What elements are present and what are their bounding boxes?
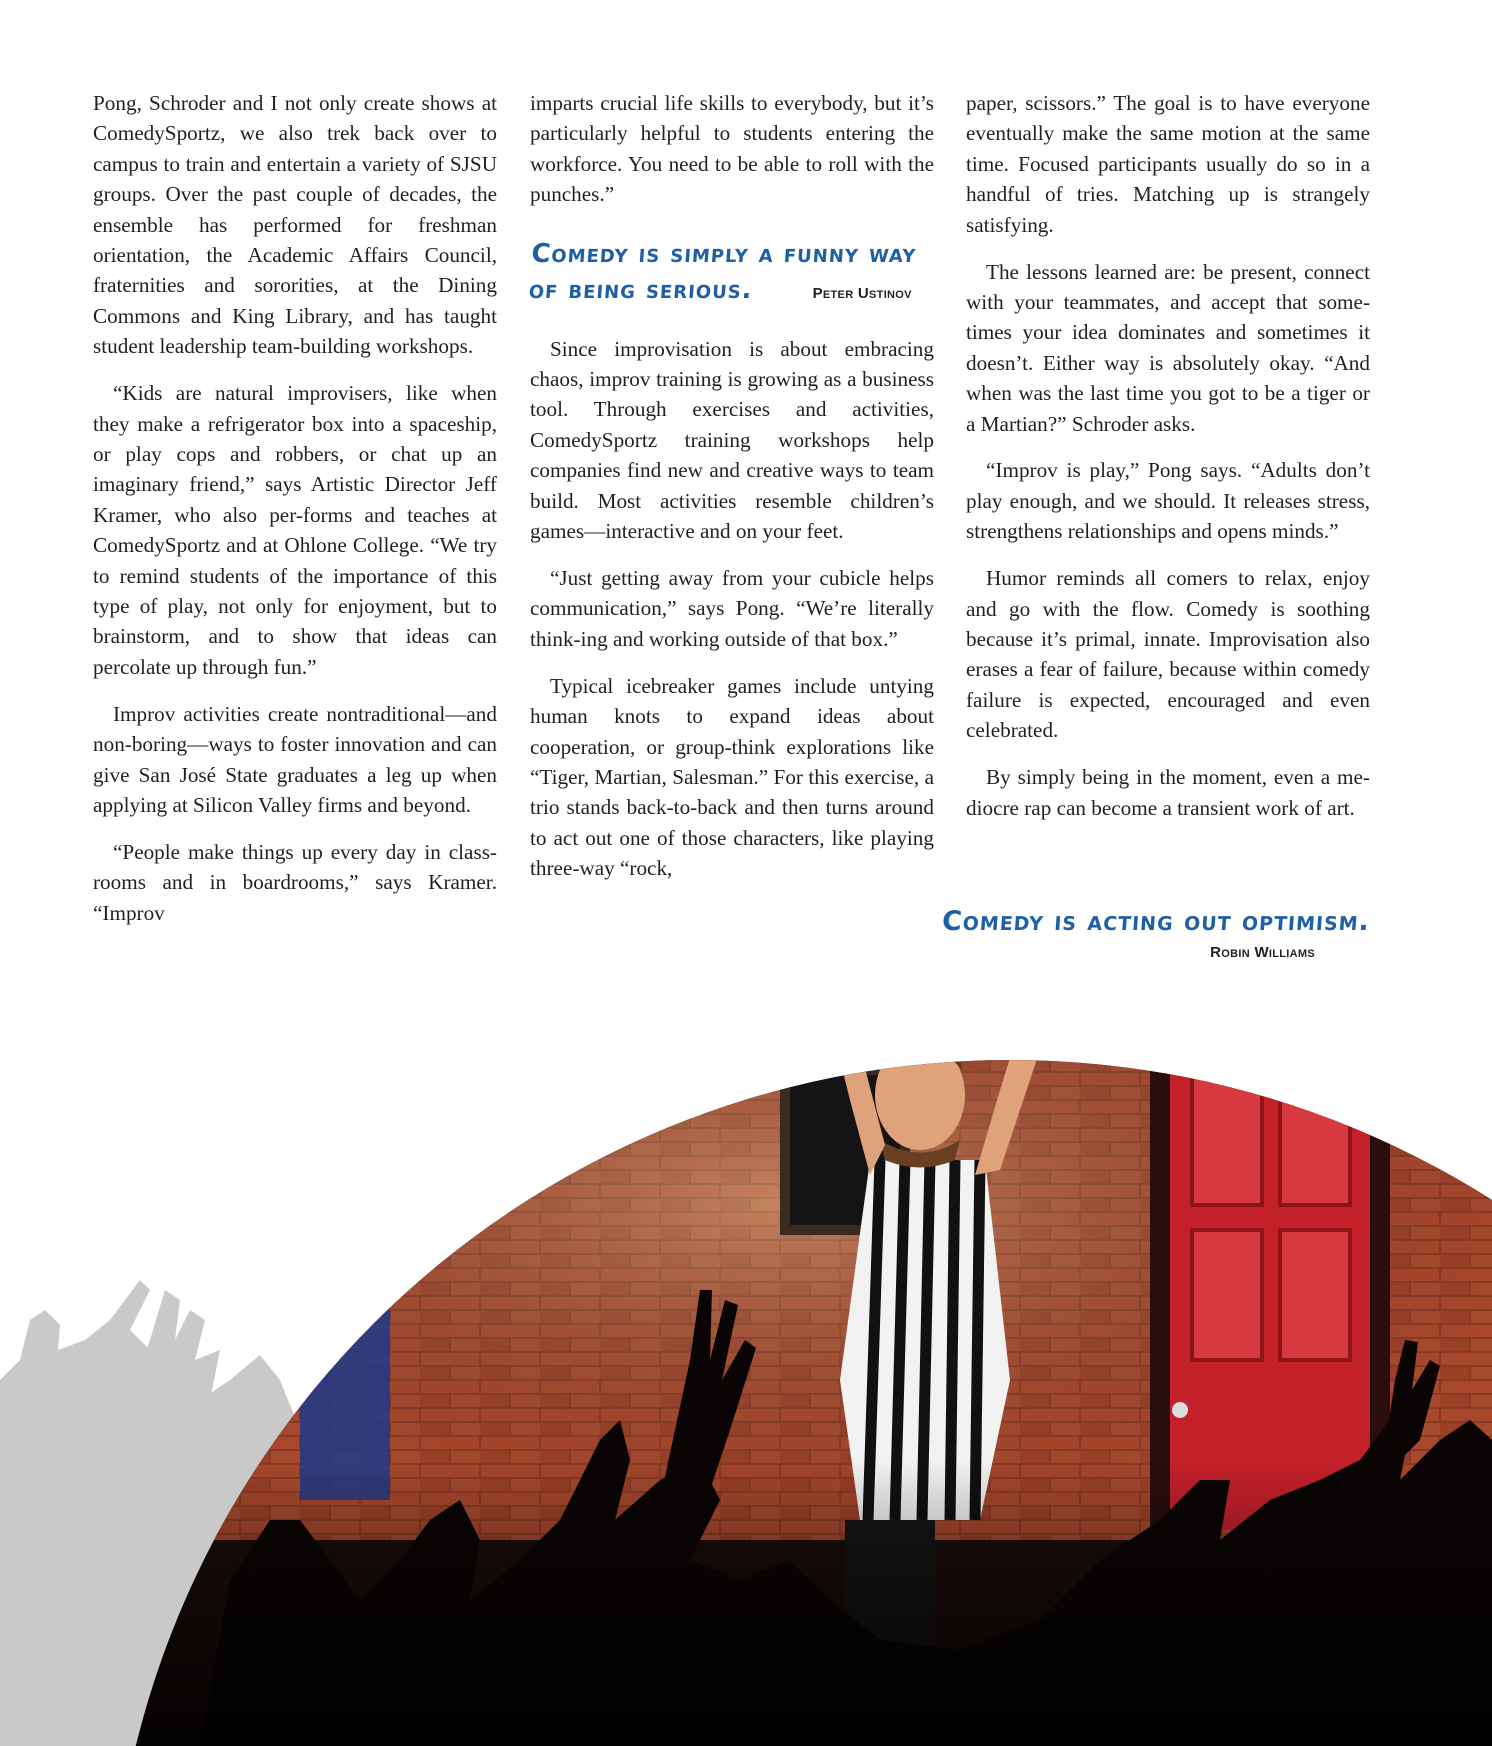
paragraph: Pong, Schroder and I not only create shows at ComedySportz, we also trek back over to campus to train and entertain a variety of SJSU groups. Over the past couple of decades, the ensemble has performed for freshman orientation, the Academic Affairs Council, fraternities and sororities, at the Dining Commons and King Library, and has taught student leadership team-building workshops. bbox=[93, 91, 497, 359]
paragraph: Typical icebreaker games include untying human knots to expand ideas about cooperation, or group-think explorations like “Tiger, Martian, Salesman.” For this exercise, a trio stands back-to-back and then turns around to act out one of those characters, like playing three-way “rock, bbox=[530, 673, 934, 881]
article-column-3 bbox=[966, 88, 1370, 839]
article-column-2 bbox=[527, 88, 934, 900]
paragraph: Humor reminds all comers to relax, enjoy and go with the flow. Comedy is soothing because it’s primal, innate. Improvisation also erases a fear of failure, because within comedy failure is expected, encouraged and even celebrated. bbox=[966, 566, 1370, 743]
paragraph: Since improvisation is about embracing chaos, improv training is growing as a business tool. Through exercises and activities, ComedySportz training workshops help companies find new and creative ways to team build. Most activities resemble children’s games—interactive and on your feet. bbox=[530, 336, 934, 544]
pull-quote-2 bbox=[942, 904, 1370, 961]
pull-quote-text: Comedy is acting out optimism. bbox=[940, 906, 1372, 937]
pull-quote-text: Comedy is simply a funny way of being serious. bbox=[527, 238, 918, 305]
paragraph: “Kids are natural improvisers, like when they make a refrigerator box into a spaceship, or play cops and robbers, or chat up an imaginary friend,” says Artistic Director Jeff Kramer, who also per-forms and teaches at ComedySportz and at Ohlone College. “We try to remind students of the importance of this type of play, not only for enjoyment, but to brainstorm, and to show that ideas can percolate up through fun.” bbox=[93, 381, 497, 679]
paragraph: “Just getting away from your cubicle helps communication,” says Pong. “We’re literally think-ing and working outside of that box.” bbox=[530, 565, 934, 651]
paragraph: The lessons learned are: be present, connect with your teammates, and accept that some-times your idea dominates and sometimes it doesn’t. Either way is absolutely okay. “And when was the last time you got to be a tiger or a Martian?” Schroder asks. bbox=[966, 259, 1370, 436]
pull-quote-attribution: Peter Ustinov bbox=[812, 284, 912, 302]
paragraph: By simply being in the moment, even a me-diocre rap can become a transient work of art. bbox=[966, 765, 1370, 820]
paragraph: “Improv is play,” Pong says. “Adults don’t play enough, and we should. It releases stress, strengthens relationships and opens minds.” bbox=[966, 458, 1370, 544]
article-column-1 bbox=[93, 88, 497, 945]
pull-quote-attribution: Robin Williams bbox=[1210, 944, 1315, 961]
paragraph: Improv activities create nontraditional—and non-boring—ways to foster innovation and can give San José State graduates a leg up when applying at Silicon Valley firms and beyond. bbox=[93, 701, 497, 817]
paragraph: imparts crucial life skills to everybody, but it’s particularly helpful to students entering the workforce. You need to be able to roll with the punches.” bbox=[530, 91, 934, 207]
stage-photo bbox=[0, 960, 1492, 1746]
pull-quote bbox=[527, 236, 936, 312]
red-door bbox=[1150, 1030, 1390, 1530]
paragraph: paper, scissors.” The goal is to have everyone eventually make the same motion at the same time. Focused participants usually do so in a handful of tries. Matching up is strangely satisfying. bbox=[966, 91, 1370, 237]
paragraph: “People make things up every day in class-rooms and in boardrooms,” says Kramer. “Improv bbox=[93, 839, 497, 925]
